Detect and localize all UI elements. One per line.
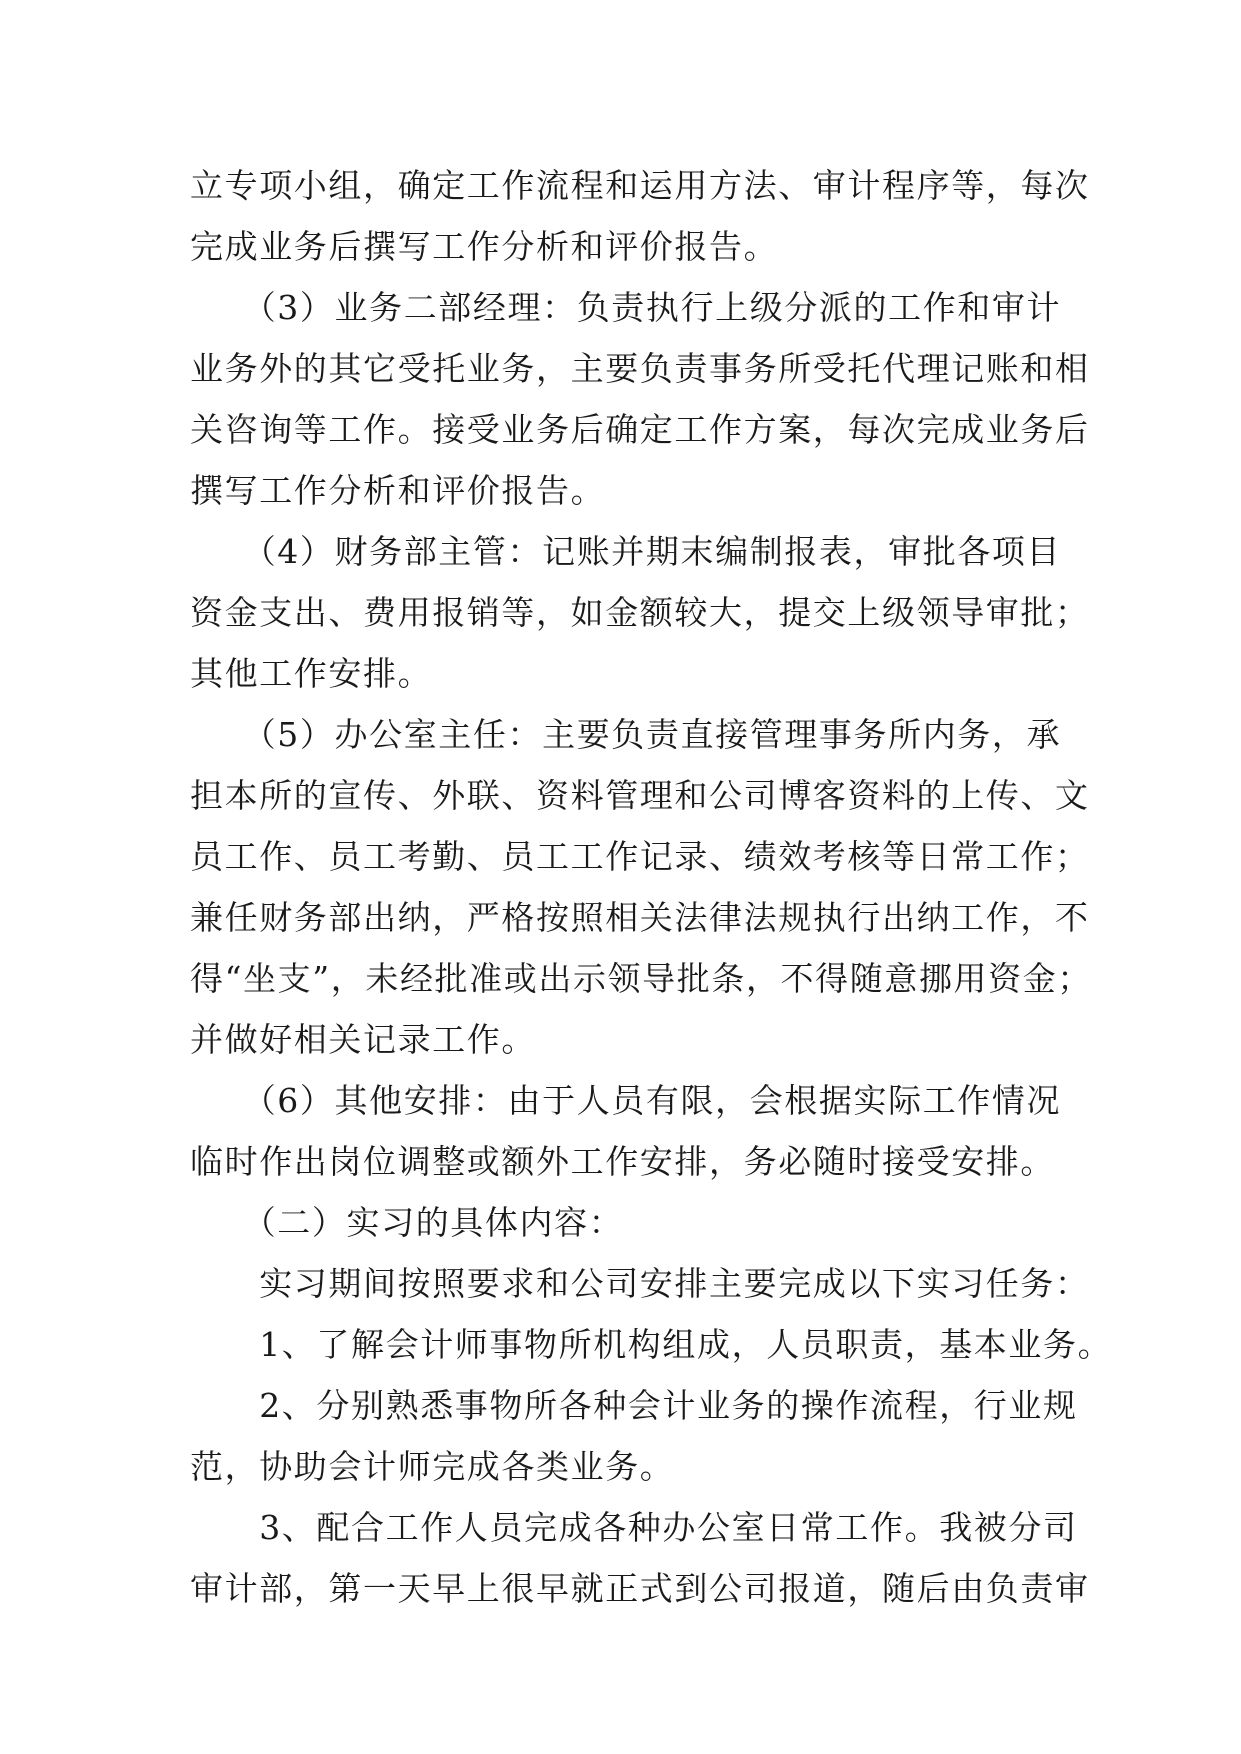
text-line: 其他工作安排。 — [190, 654, 433, 693]
text-line: 3、配合工作人员完成各种办公室日常工作。我被分司 — [190, 1508, 1078, 1547]
text-line: 资金支出、费用报销等，如金额较大，提交上级领导审批； — [190, 593, 1090, 632]
text-line: 1、了解会计师事物所机构组成，人员职责，基本业务。 — [190, 1325, 1113, 1364]
text-line: 审计部，第一天早上很早就正式到公司报道，随后由负责审 — [190, 1569, 1090, 1608]
text-line: 撰写工作分析和评价报告。 — [190, 471, 606, 510]
text-line: 范，协助会计师完成各类业务。 — [190, 1447, 675, 1486]
text-line: 并做好相关记录工作。 — [190, 1020, 536, 1059]
section-heading-internship-content — [190, 1192, 1050, 1253]
text-line: （3）业务二部经理：负责执行上级分派的工作和审计 — [190, 288, 1062, 327]
text-line: 完成业务后撰写工作分析和评价报告。 — [190, 227, 779, 266]
text-line: 担本所的宣传、外联、资料管理和公司博客资料的上传、文 — [190, 776, 1090, 815]
paragraph-office-director — [190, 704, 1092, 1070]
text-line: （6）其他安排：由于人员有限，会根据实际工作情况 — [190, 1081, 1062, 1120]
list-item-task-3 — [190, 1497, 1090, 1619]
list-item-task-2 — [190, 1375, 1078, 1497]
text-line: 得“坐支”，未经批准或出示领导批条，不得随意挪用资金； — [190, 959, 1092, 998]
paragraph-internship-intro — [190, 1253, 1090, 1314]
paragraph-finance-supervisor — [190, 521, 1090, 704]
document-body — [190, 155, 1113, 1619]
text-line: 立专项小组，确定工作流程和运用方法、审计程序等，每次 — [190, 166, 1090, 205]
paragraph-audit-group-continued — [190, 155, 1090, 277]
list-item-task-1 — [190, 1314, 1113, 1375]
text-line: 兼任财务部出纳，严格按照相关法律法规执行出纳工作，不 — [190, 898, 1090, 937]
text-line: （5）办公室主任：主要负责直接管理事务所内务，承 — [190, 715, 1062, 754]
text-line: 业务外的其它受托业务，主要负责事务所受托代理记账和相 — [190, 349, 1090, 388]
text-line: 关咨询等工作。接受业务后确定工作方案，每次完成业务后 — [190, 410, 1090, 449]
text-line: 临时作出岗位调整或额外工作安排，务必随时接受安排。 — [190, 1142, 1055, 1181]
text-line: （二）实习的具体内容： — [190, 1203, 624, 1242]
text-line: 员工作、员工考勤、员工工作记录、绩效考核等日常工作； — [190, 837, 1090, 876]
text-line: 实习期间按照要求和公司安排主要完成以下实习任务： — [190, 1264, 1090, 1303]
text-line: 2、分别熟悉事物所各种会计业务的操作流程，行业规 — [190, 1386, 1078, 1425]
paragraph-other-arrangements — [190, 1070, 1062, 1192]
paragraph-business-dept-2-manager — [190, 277, 1090, 521]
text-line: （4）财务部主管：记账并期末编制报表，审批各项目 — [190, 532, 1062, 571]
